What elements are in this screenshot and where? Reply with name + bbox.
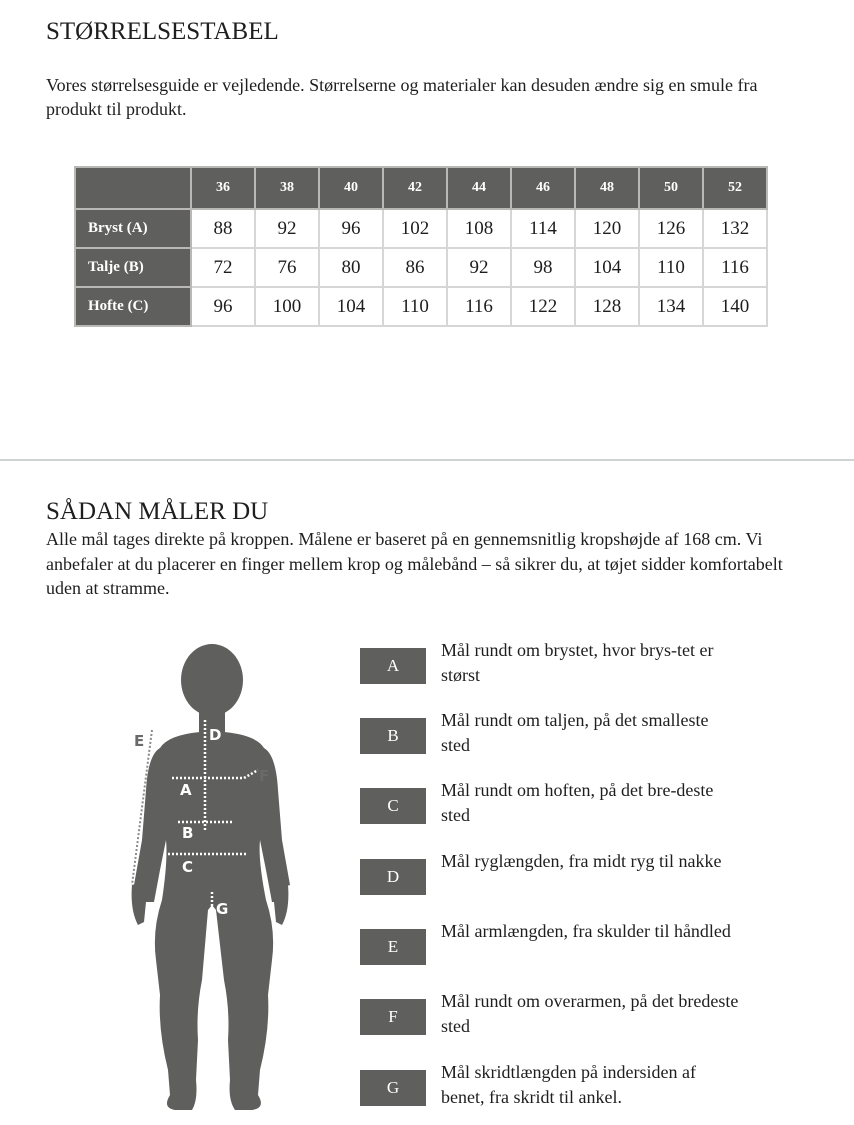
figure-label-g: G [216, 900, 229, 918]
size-column-header: 42 [383, 167, 447, 209]
figure-label-b: B [182, 824, 194, 842]
table-cell: 110 [639, 248, 703, 287]
legend-item-g [360, 1062, 780, 1116]
table-cell: 72 [191, 248, 255, 287]
size-table-intro: Vores størrelsesguide er vejledende. Størrelserne og materialer kan desuden ændre sig en smule fra produkt til produkt. [46, 75, 758, 119]
legend-text: Mål rundt om overarmen, på det bredeste sted [441, 991, 739, 1036]
row-label-hofte: Hofte (C) [75, 287, 191, 326]
legend-badge: C [360, 788, 426, 824]
table-row [75, 209, 767, 248]
table-cell: 92 [447, 248, 511, 287]
size-header-row [75, 167, 767, 209]
figure-label-c: C [182, 858, 194, 876]
measure-intro: Alle mål tages direkte på kroppen. Målene er baseret på en gennemsnitlig kropshøjde af 168 cm. Vi anbefaler at du placerer en finger mellem krop og målebånd – så sikrer du, at tøjet sidder komfortabelt uden at stramme. [46, 529, 783, 598]
figure-label-e: E [134, 732, 145, 750]
table-cell: 116 [447, 287, 511, 326]
table-cell: 122 [511, 287, 575, 326]
legend-badge: F [360, 999, 426, 1035]
table-cell: 104 [319, 287, 383, 326]
legend-text: Mål rundt om brystet, hvor brys-tet er størst [441, 640, 714, 685]
legend-item-d [360, 851, 780, 905]
legend-item-a [360, 640, 780, 694]
table-cell: 76 [255, 248, 319, 287]
table-cell: 96 [319, 209, 383, 248]
size-column-header: 36 [191, 167, 255, 209]
legend-badge: B [360, 718, 426, 754]
size-column-header: 46 [511, 167, 575, 209]
size-table-title: STØRRELSESTABEL [46, 18, 279, 45]
legend-text: Mål ryglængden, fra midt ryg til nakke [441, 851, 722, 871]
table-cell: 92 [255, 209, 319, 248]
legend-item-f [360, 991, 780, 1045]
legend-badge: G [360, 1070, 426, 1106]
size-column-header: 44 [447, 167, 511, 209]
table-cell: 98 [511, 248, 575, 287]
table-row [75, 287, 767, 326]
legend-text: Mål rundt om taljen, på det smalleste sted [441, 710, 709, 755]
figure-label-d: D [209, 726, 222, 744]
size-column-header: 40 [319, 167, 383, 209]
legend-badge: A [360, 648, 426, 684]
size-column-header: 48 [575, 167, 639, 209]
figure-label-a: A [180, 781, 192, 799]
table-cell: 110 [383, 287, 447, 326]
legend-text: Mål armlængden, fra skulder til håndled [441, 921, 731, 941]
table-cell: 96 [191, 287, 255, 326]
body-silhouette-icon [120, 640, 300, 1120]
table-cell: 80 [319, 248, 383, 287]
table-cell: 102 [383, 209, 447, 248]
table-cell: 116 [703, 248, 767, 287]
table-cell: 120 [575, 209, 639, 248]
size-table [74, 166, 768, 327]
legend-badge: E [360, 929, 426, 965]
table-cell: 108 [447, 209, 511, 248]
size-column-header: 52 [703, 167, 767, 209]
section-divider [0, 459, 854, 461]
size-column-header: 50 [639, 167, 703, 209]
table-cell: 132 [703, 209, 767, 248]
table-cell: 128 [575, 287, 639, 326]
table-cell: 126 [639, 209, 703, 248]
row-label-talje: Talje (B) [75, 248, 191, 287]
legend-item-b [360, 710, 780, 764]
table-cell: 114 [511, 209, 575, 248]
table-cell: 100 [255, 287, 319, 326]
legend-text: Mål rundt om hoften, på det bre-deste sted [441, 780, 714, 825]
table-row [75, 248, 767, 287]
figure-label-f: F [259, 767, 270, 785]
table-cell: 104 [575, 248, 639, 287]
legend-item-e [360, 921, 780, 975]
table-corner-cell [75, 167, 191, 209]
measure-title: SÅDAN MÅLER DU [46, 498, 269, 525]
legend-text: Mål skridtlængden på indersiden af benet, fra skridt til ankel. [441, 1062, 696, 1107]
legend-badge: D [360, 859, 426, 895]
table-cell: 134 [639, 287, 703, 326]
row-label-bryst: Bryst (A) [75, 209, 191, 248]
table-cell: 86 [383, 248, 447, 287]
size-column-header: 38 [255, 167, 319, 209]
table-cell: 88 [191, 209, 255, 248]
legend-item-c [360, 780, 780, 834]
table-cell: 140 [703, 287, 767, 326]
